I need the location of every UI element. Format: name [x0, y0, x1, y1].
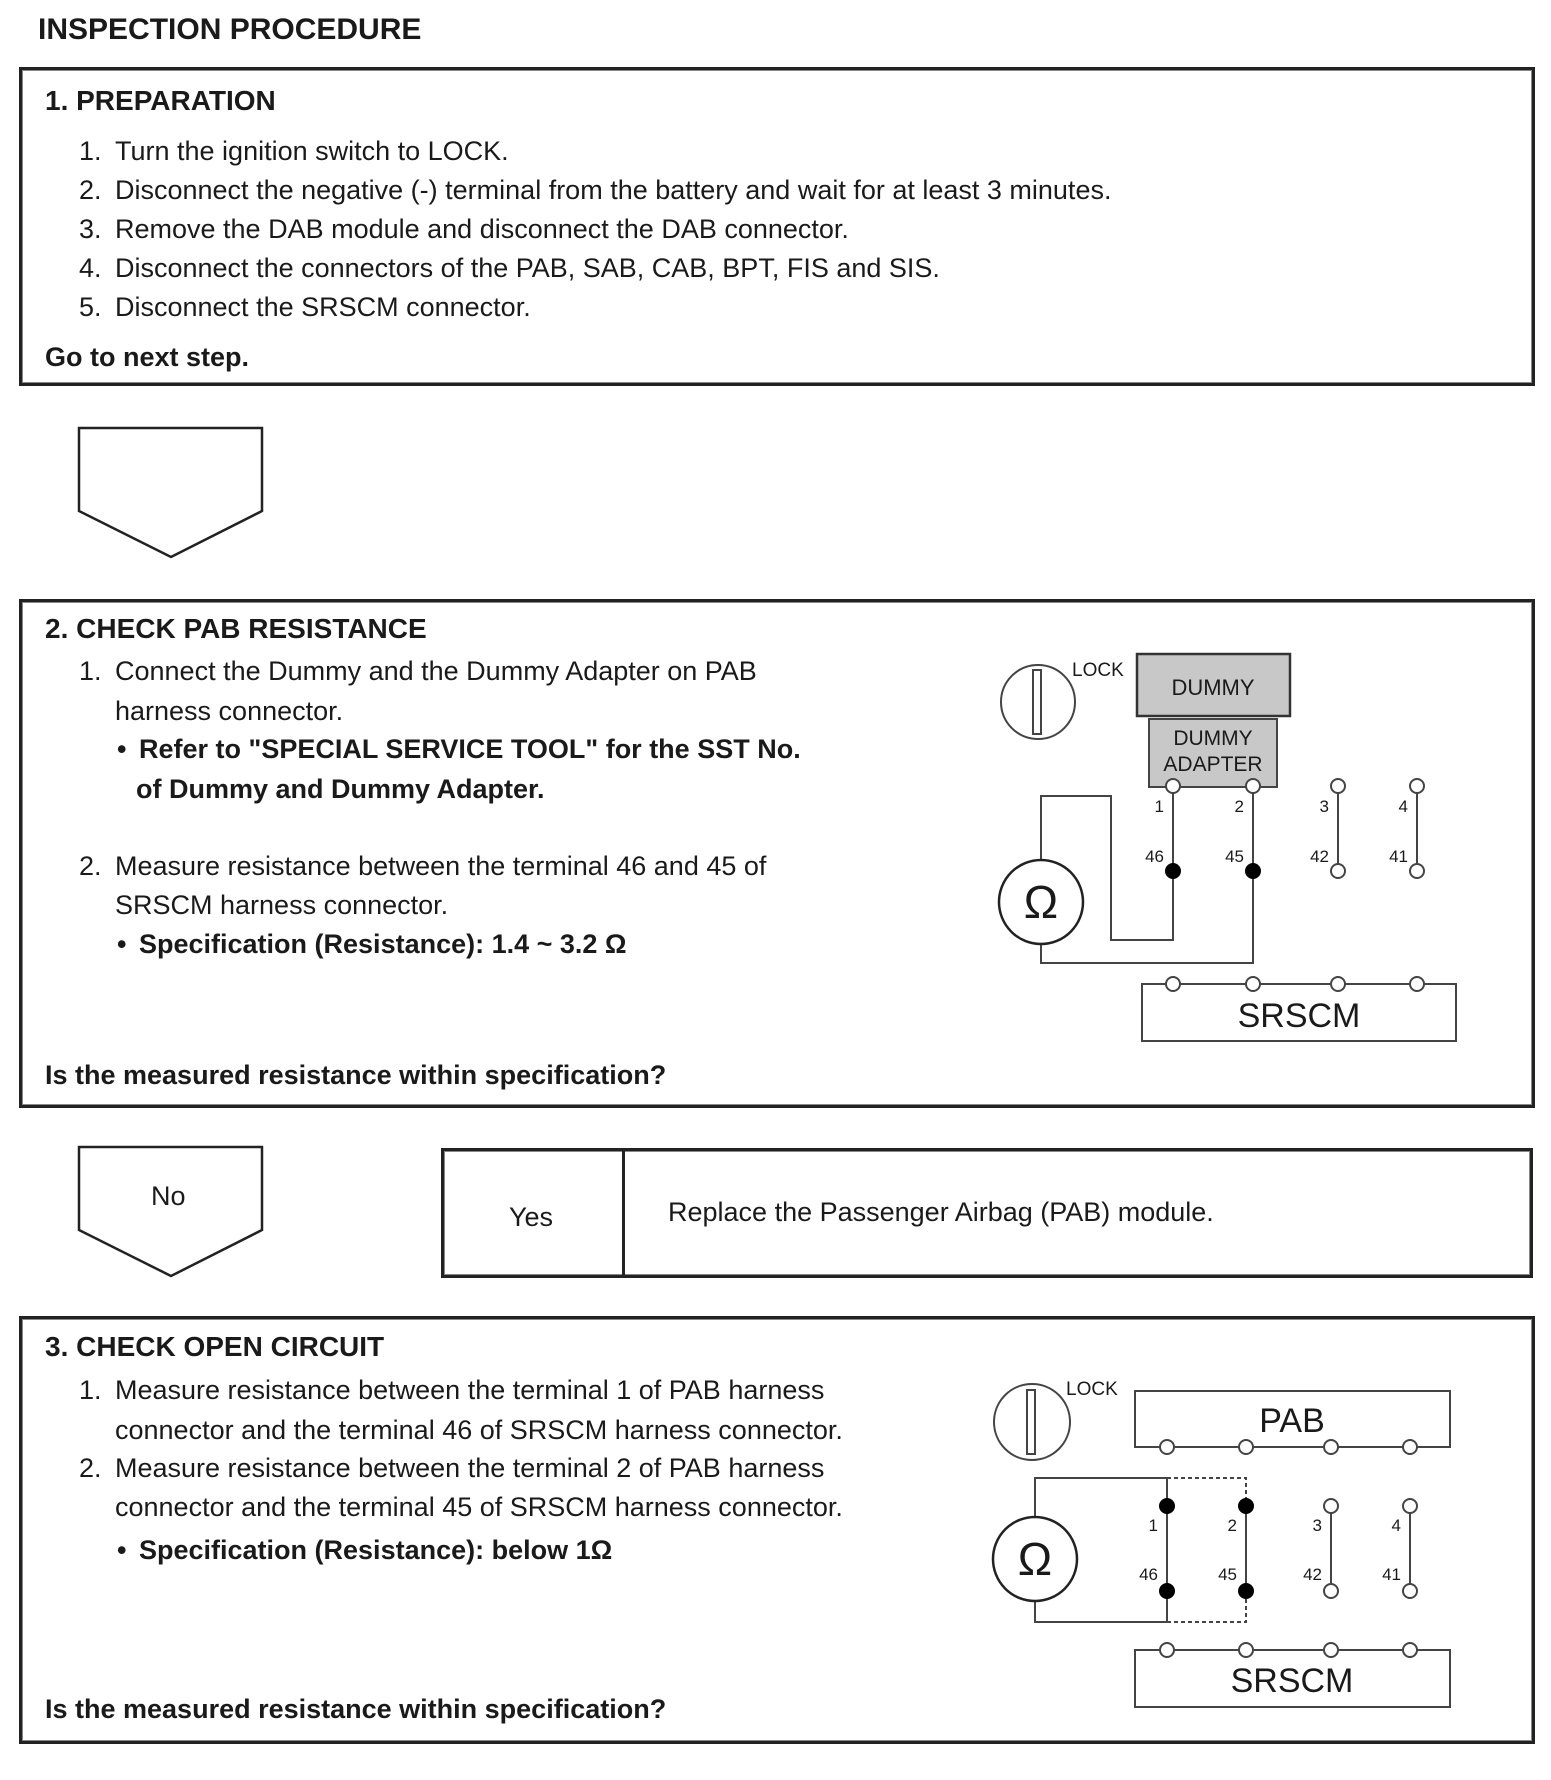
svg-text:46: 46: [1145, 847, 1164, 866]
bullet: •: [117, 734, 127, 764]
step3-item-text: connector and the terminal 46 of SRSCM harness connector.: [115, 1415, 843, 1445]
svg-text:SRSCM: SRSCM: [1230, 1662, 1354, 1700]
step1-item-text: Disconnect the connectors of the PAB, SAB, CAB, BPT, FIS and SIS.: [115, 253, 940, 283]
step3-item-text: connector and the terminal 45 of SRSCM harness connector.: [115, 1492, 843, 1522]
step2-item-text: SRSCM harness connector.: [115, 890, 449, 920]
step1-footer: Go to next step.: [45, 342, 250, 372]
bullet: •: [117, 1535, 127, 1565]
lock-icon: [994, 1384, 1070, 1460]
svg-text:41: 41: [1382, 1565, 1401, 1584]
step3-item-num: 1.: [79, 1375, 102, 1405]
step2-item-num: 1.: [79, 656, 102, 686]
step3-question: Is the measured resistance within specification?: [45, 1694, 667, 1724]
step1-item-text: Turn the ignition switch to LOCK.: [115, 136, 509, 166]
yes-label: Yes: [509, 1202, 554, 1232]
yes-action: Replace the Passenger Airbag (PAB) module.: [668, 1197, 1214, 1227]
step3-heading: 3. CHECK OPEN CIRCUIT: [45, 1331, 385, 1362]
svg-text:45: 45: [1218, 1565, 1237, 1584]
step2-note: Refer to "SPECIAL SERVICE TOOL" for the SST No.: [139, 734, 801, 764]
svg-text:2: 2: [1227, 1516, 1237, 1535]
svg-text:LOCK: LOCK: [1072, 660, 1124, 681]
step2-item-text: Connect the Dummy and the Dummy Adapter on PAB: [115, 656, 757, 686]
step3-item-text: Measure resistance between the terminal 1 of PAB harness: [115, 1375, 825, 1405]
step3-item-text: Measure resistance between the terminal 2 of PAB harness: [115, 1453, 825, 1483]
svg-text:4: 4: [1391, 1516, 1401, 1535]
svg-text:42: 42: [1310, 847, 1329, 866]
step2-item-text: Measure resistance between the terminal 46 and 45 of: [115, 851, 767, 881]
step1-item-num: 5.: [79, 292, 102, 322]
svg-text:1: 1: [1154, 797, 1164, 816]
svg-text:DUMMY: DUMMY: [1171, 675, 1255, 700]
next-step-arrow: [79, 428, 262, 557]
svg-text:42: 42: [1303, 1565, 1322, 1584]
bullet: •: [117, 929, 127, 959]
step1-item-num: 3.: [79, 214, 102, 244]
step1-heading: 1. PREPARATION: [45, 85, 276, 116]
svg-text:Ω: Ω: [1023, 876, 1059, 928]
step1-item-num: 2.: [79, 175, 102, 205]
svg-text:46: 46: [1139, 1565, 1158, 1584]
step2-item-text: harness connector.: [115, 696, 344, 726]
step2-heading: 2. CHECK PAB RESISTANCE: [45, 613, 427, 644]
no-label: No: [151, 1181, 186, 1211]
step3-item-num: 2.: [79, 1453, 102, 1483]
step1-item-text: Remove the DAB module and disconnect the DAB connector.: [115, 214, 849, 244]
svg-text:SRSCM: SRSCM: [1237, 997, 1361, 1035]
svg-text:LOCK: LOCK: [1066, 1379, 1118, 1400]
svg-text:3: 3: [1312, 1516, 1322, 1535]
svg-text:PAB: PAB: [1259, 1402, 1325, 1440]
step2-item-num: 2.: [79, 851, 102, 881]
lock-icon: [1001, 665, 1075, 739]
svg-text:41: 41: [1389, 847, 1408, 866]
step2-note: of Dummy and Dummy Adapter.: [136, 774, 545, 804]
svg-text:4: 4: [1398, 797, 1408, 816]
svg-text:45: 45: [1225, 847, 1244, 866]
step1-item-text: Disconnect the negative (-) terminal from the battery and wait for at least 3 minutes.: [115, 175, 1112, 205]
svg-text:2: 2: [1234, 797, 1244, 816]
step1-item-text: Disconnect the SRSCM connector.: [115, 292, 531, 322]
svg-text:3: 3: [1319, 797, 1329, 816]
step2-spec: Specification (Resistance): 1.4 ~ 3.2 Ω: [139, 929, 627, 959]
svg-text:ADAPTER: ADAPTER: [1163, 753, 1263, 776]
step1-item-num: 4.: [79, 253, 102, 283]
step1-item-num: 1.: [79, 136, 102, 166]
svg-text:1: 1: [1148, 1516, 1158, 1535]
svg-text:Ω: Ω: [1017, 1533, 1053, 1585]
step3-spec: Specification (Resistance): below 1Ω: [139, 1535, 613, 1565]
page-title: INSPECTION PROCEDURE: [38, 13, 422, 46]
svg-text:DUMMY: DUMMY: [1173, 727, 1253, 750]
step2-question: Is the measured resistance within specification?: [45, 1060, 667, 1090]
open-circuit-diagram: [993, 1384, 1450, 1707]
